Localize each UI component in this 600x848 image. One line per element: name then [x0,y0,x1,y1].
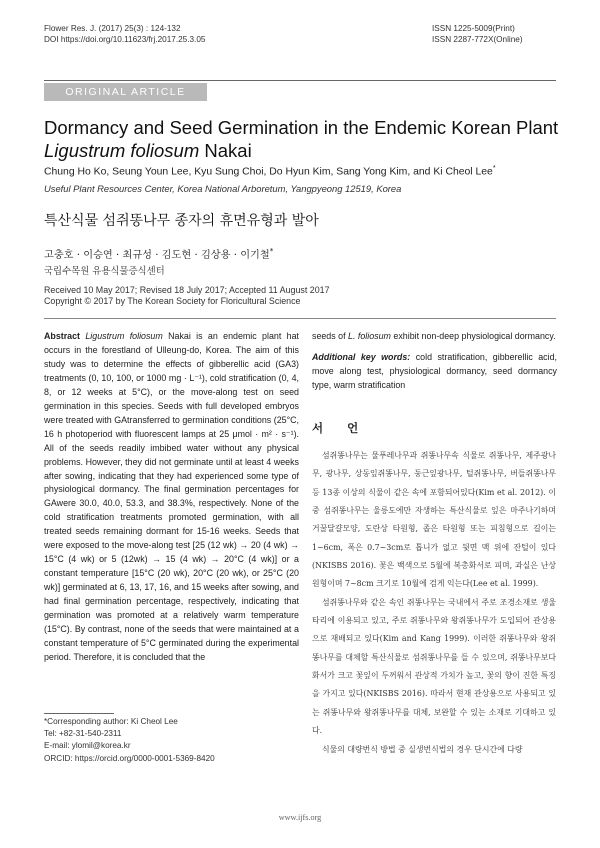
intro-paragraph: 섬쥐똥나무는 물푸레나무과 쥐똥나무속 식물로 쥐똥나무, 제주광나무, 광나무, 상동잎쥐똥나무, 둥근잎광나무, 털쥐똥나무, 버들쥐똥나무 등 13종 이상의 식물이 같은 속에 포함되어있다(Kim et al. 2012). 이 중 섬쥐똥나무는 울릉도에만 자생하는 특산식물로 잎은 마주나기하며 거꿀달걀모양, 도란상 타원형, 좁은 타원형 또는 피침형으로 길이는 1~6cm, 폭은 0.7~3cm로 톱니가 없고 뒷면 맥 위에 잔털이 있다(NKISBS 2016). 꽃은 백색으로 5월에 복총화서로 피며, 과실은 난상 원형이며 7~8cm 크기로 10월에 검게 익는다(Lee et al. 1999). [312,451,556,589]
abstract-species: Ligustrum foliosum [85,331,163,341]
abstract-continuation [312,330,557,344]
keywords-text: cold stratification, gibberellic acid, move along test, physiological dormancy, seed dormancy type, warm stratification [312,351,557,390]
intro-paragraph: 섬쥐똥나무와 같은 속인 쥐똥나무는 국내에서 주로 조경소재로 생울타리에 이용되고 있고, 주로 쥐똥나무와 왕쥐똥나무가 도입되어 관상용으로 재배되고 있다(Kim and Kang 1999). 이러한 쥐똥나무와 왕쥐똥나무를 대체할 특산식물로 섬쥐똥나무를 들 수 있으며, 쥐똥나무보다 화서가 크고 꽃잎이 두꺼워서 관상적 가치가 높고, 꽃의 향이 진한 특징을 가지고 있다(NKISBS 2016). 따라서 현재 관상용으로 사용되고 있는 쥐똥나무와 왕쥐똥나무를 대체, 보완할 수 있는 소재로 기대하고 있다. [312,597,556,736]
footnote-block [44,716,215,765]
journal-header-left [44,23,205,45]
korean-authors-text: 고충호 · 이승연 · 최규성 · 김도현 · 김상용 · 이기철 [44,250,270,261]
footer-url[interactable]: www.ijfs.org [278,813,322,822]
korean-affiliation: 국립수목원 유용식물증식센터 [44,266,165,277]
doi-line[interactable]: DOI https://doi.org/10.11623/frj.2017.25.3.05 [44,35,206,44]
title-line-2 [44,139,564,162]
date-history: Received 10 May 2017; Revised 18 July 2017; Accepted 11 August 2017 [44,285,330,295]
journal-citation: Flower Res. J. (2017) 25(3) : 124-132 [44,24,181,33]
abstract-block [44,330,299,665]
abstract-label: Abstract [44,331,81,341]
header-divider [44,80,556,81]
title-species: Ligustrum foliosum [44,140,200,161]
abstract-continuation-block [312,330,557,393]
article-title [44,116,564,162]
korean-corresponding-mark: * [269,247,274,256]
journal-header-right [432,23,523,45]
author-list [44,165,496,177]
intro-paragraph: 식물의 대량번식 방법 중 실생번식법의 경우 단시간에 다량 [322,744,523,754]
keywords-label: Additional key words: [312,351,411,362]
intro-body [312,447,556,759]
affiliation: Useful Plant Resources Center, Korea National Arboretum, Yangpyeong 12519, Korea [44,183,402,194]
article-type-badge: ORIGINAL ARTICLE [44,83,207,101]
footnote-tel: Tel: +82-31-540-2311 [44,729,122,739]
authors-text: Chung Ho Ko, Seung Youn Lee, Kyu Sung Choi, Do Hyun Kim, Sang Yong Kim, and Ki Cheol Lee [44,166,493,178]
issn-online: ISSN 2287-772X(Online) [432,35,523,44]
footnote-email[interactable]: E-mail: ylomil@korea.kr [44,741,131,751]
abstract-divider [44,318,556,319]
title-line-1: Dormancy and Seed Germination in the Endemic Korean Plant [44,117,559,138]
footnote-divider [44,713,114,714]
intro-heading: 서 언 [312,421,369,435]
continuation-post: exhibit non-deep physiological dormancy. [390,331,556,341]
keywords-block [312,351,557,393]
continuation-species: L. foliosum [348,331,391,341]
title-suffix: Nakai [199,140,252,161]
article-dates [44,285,424,308]
issn-print: ISSN 1225-5009(Print) [432,24,515,33]
footnote-orcid[interactable]: ORCID: https://orcid.org/0000-0001-5369-8420 [44,753,215,763]
corresponding-mark: * [492,165,496,172]
abstract-text: Nakai is an endemic plant hat occurs in the forestland of Ulleung-do, Korea. The aim of this study was to determine the effects of gibberellic acid (GA3) treatments (0, 10, 100, or 1000 mg · L⁻¹), cold stratification (0, 4, 8, or 12 weeks at 5°C), or the move-along test on seed germination in this species. Seeds with full developed embryos were treated with GAtransferred to germination conditions (25°C, 16 h photoperiod with fluorescent lamps at 25 μmol · m² · s⁻¹). All of the seeds readily imbibed water without any physical problems. However, they did not germinate until at least 4 weeks after sowing, indicating that they had experienced some type of physiological dormancy. The final germination percentages for GAwere 30.0, 40.0, 53.3, and 38.3%, respectively. None of the cold stratification treatments promoted germination, with all treated seeds remaining dormant for 15-16 weeks. Seeds that were exposed to the move-along test [25 (12 wk) → 20 (4 wk) → 15°C (4 wk) or 5 (12wk) → 15 (4 wk) → 20°C (4 wk)] or a constant temperature [15°C (20 wk), 20°C (20 wk), or 25°C (20 wk)] germinated at 6, 13, 17, 16, and 15 weeks after sowing, and had final germination percentage, respectively, indicating that germination was promoted at a relatively warm temperature (15°C). By contrast, none of the seeds that were maintained at a constant temperature of 5°C germinated during the experimental period. Therefore, it is concluded that the [44,331,299,662]
copyright-line: Copyright © 2017 by The Korean Society for Floricultural Science [44,296,301,307]
footnote-corresponding: *Corresponding author: Ki Cheol Lee [44,717,178,726]
continuation-pre: seeds of [312,331,349,341]
korean-title: 특산식물 섬쥐똥나무 종자의 휴면유형과 발아 [44,213,319,229]
korean-author-list [44,246,273,261]
